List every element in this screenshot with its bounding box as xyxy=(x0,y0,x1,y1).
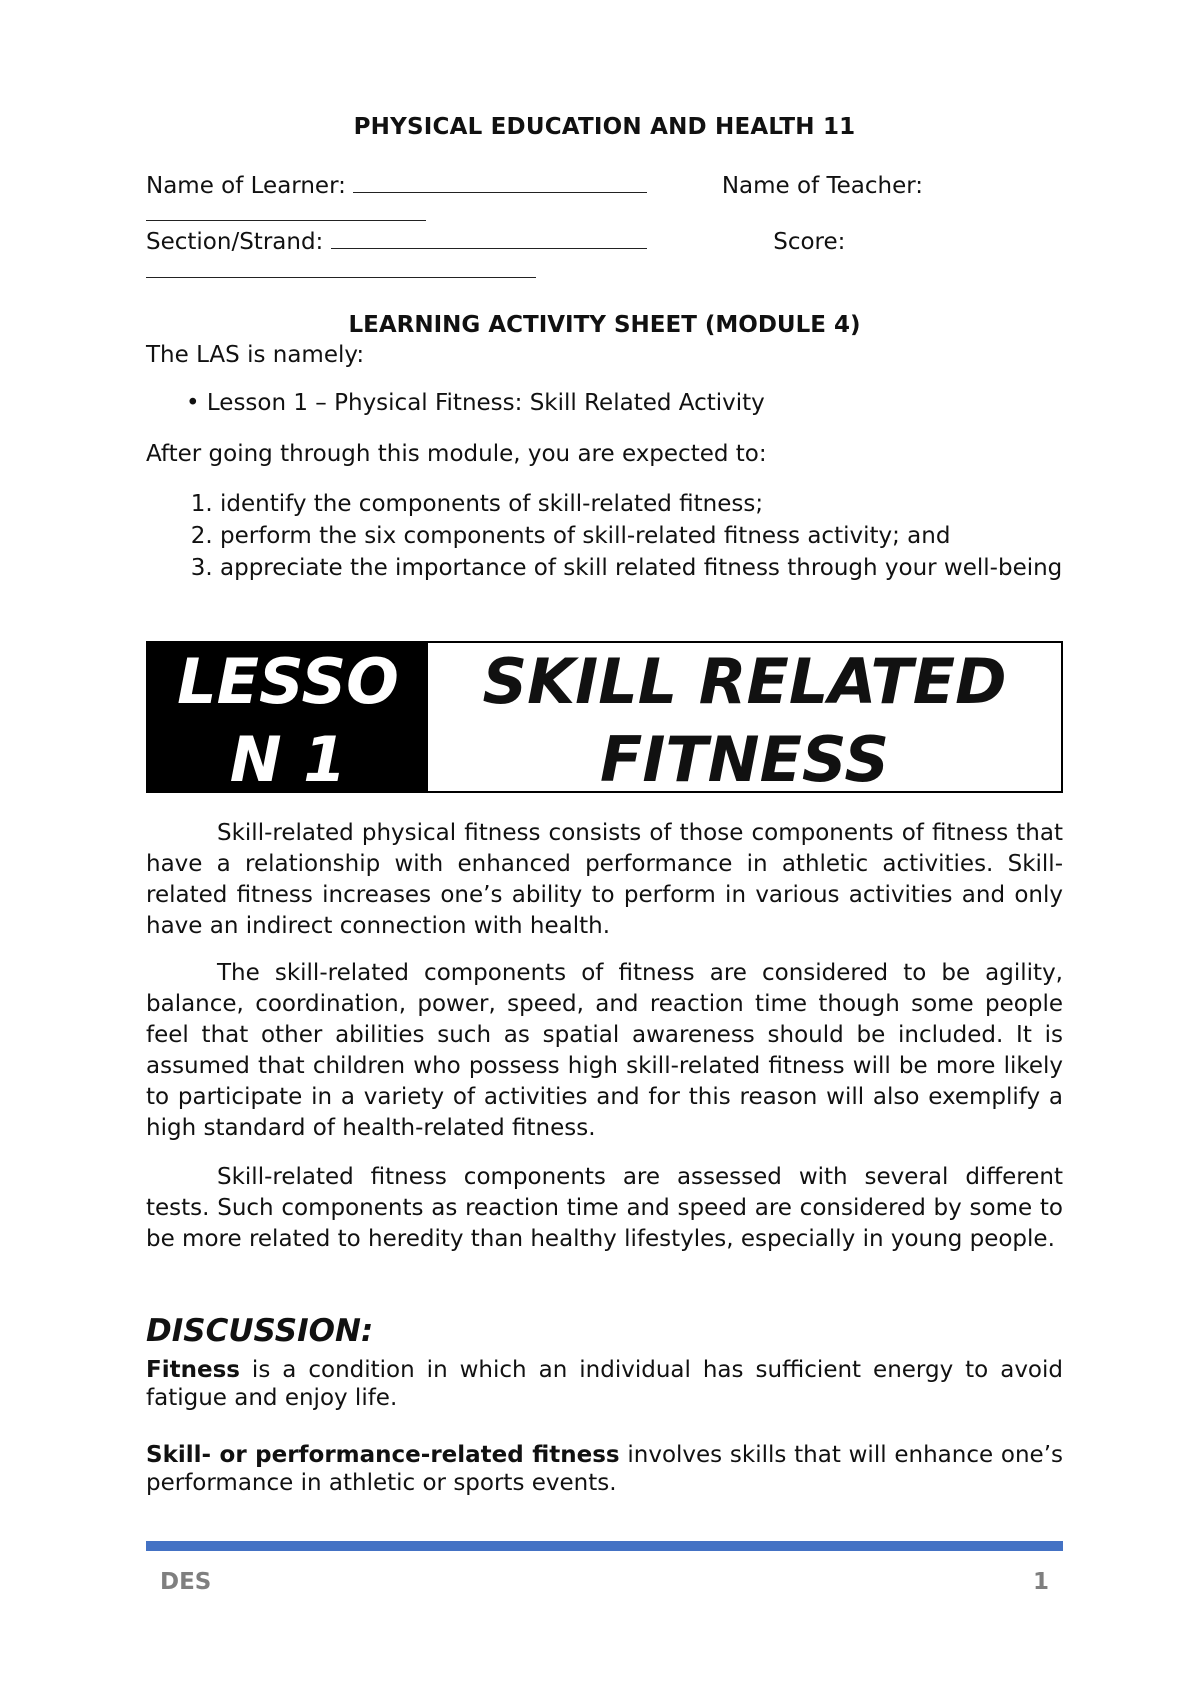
lesson-title-block xyxy=(428,643,1061,796)
definition-fitness xyxy=(146,1356,1063,1412)
lesson-number-line1: LESSO xyxy=(177,645,399,718)
definition-skill-fitness xyxy=(146,1441,1063,1497)
objective-item: 1. identify the components of skill-related fitness; xyxy=(220,488,1063,520)
las-intro: The LAS is namely: xyxy=(146,342,365,368)
page-title: PHYSICAL EDUCATION AND HEALTH 11 xyxy=(353,114,856,140)
footer-divider xyxy=(146,1541,1063,1551)
expectation-text: After going through this module, you are expected to: xyxy=(146,441,767,467)
lesson-number-line2: N 1 xyxy=(229,723,347,796)
definition-text: involves skills that will enhance one’s performance in athletic or sports events. xyxy=(146,1442,1063,1496)
section-row xyxy=(146,226,845,255)
las-heading: LEARNING ACTIVITY SHEET (MODULE 4) xyxy=(348,312,861,338)
definition-term: Skill- or performance-related fitness xyxy=(146,1442,620,1468)
objective-item: 2. perform the six components of skill-related fitness activity; and xyxy=(220,520,1063,552)
definition-text: is a condition in which an individual has sufficient energy to avoid fatigue and enjoy life. xyxy=(146,1357,1063,1411)
score-blank-row xyxy=(146,255,536,284)
teacher-blank xyxy=(146,198,426,221)
learner-blank xyxy=(353,170,647,193)
document-page xyxy=(146,0,1063,1698)
discussion-heading: DISCUSSION: xyxy=(146,1313,374,1349)
score-label: Score: xyxy=(773,229,846,255)
lesson-bullet: • Lesson 1 – Physical Fitness: Skill Related Activity xyxy=(186,390,765,416)
teacher-label: Name of Teacher: xyxy=(721,173,924,199)
lesson-number-block xyxy=(148,643,428,796)
body-paragraph: Skill-related fitness components are assessed with several different tests. Such components as reaction time and speed are considered by some to be more related to heredity than healthy lifestyles, especially in young people. xyxy=(146,1164,1063,1252)
lesson-title-line2: FITNESS xyxy=(599,723,890,796)
page-number: 1 xyxy=(1032,1569,1049,1595)
score-blank xyxy=(146,255,536,278)
section-label: Section/Strand: xyxy=(146,229,324,255)
learner-label: Name of Learner: xyxy=(146,173,346,199)
section-blank xyxy=(331,226,647,249)
body-paragraph: The skill-related components of fitness are considered to be agility, balance, coordination, power, speed, and reaction time though some people feel that other abilities such as spatial awareness should be included. It is assumed that children who possess high skill-related fitness will be more likely to participate in a variety of activities and for this reason will also exemplify a high standard of health-related fitness. xyxy=(146,960,1063,1141)
objectives-list xyxy=(146,488,1063,584)
definition-term: Fitness xyxy=(146,1357,240,1383)
lesson-banner xyxy=(146,641,1063,796)
footer-label: DES xyxy=(160,1569,212,1595)
learner-row xyxy=(146,170,923,199)
body-paragraph: Skill-related physical fitness consists of those components of fitness that have a relationship with enhanced performance in athletic activities. Skill-related fitness increases one’s ability to perform in various activities and only have an indirect connection with health. xyxy=(146,820,1063,939)
lesson-title-line1: SKILL RELATED xyxy=(482,645,1007,718)
teacher-blank-row xyxy=(146,198,426,227)
objective-item: 3. appreciate the importance of skill related fitness through your well-being xyxy=(220,552,1063,584)
